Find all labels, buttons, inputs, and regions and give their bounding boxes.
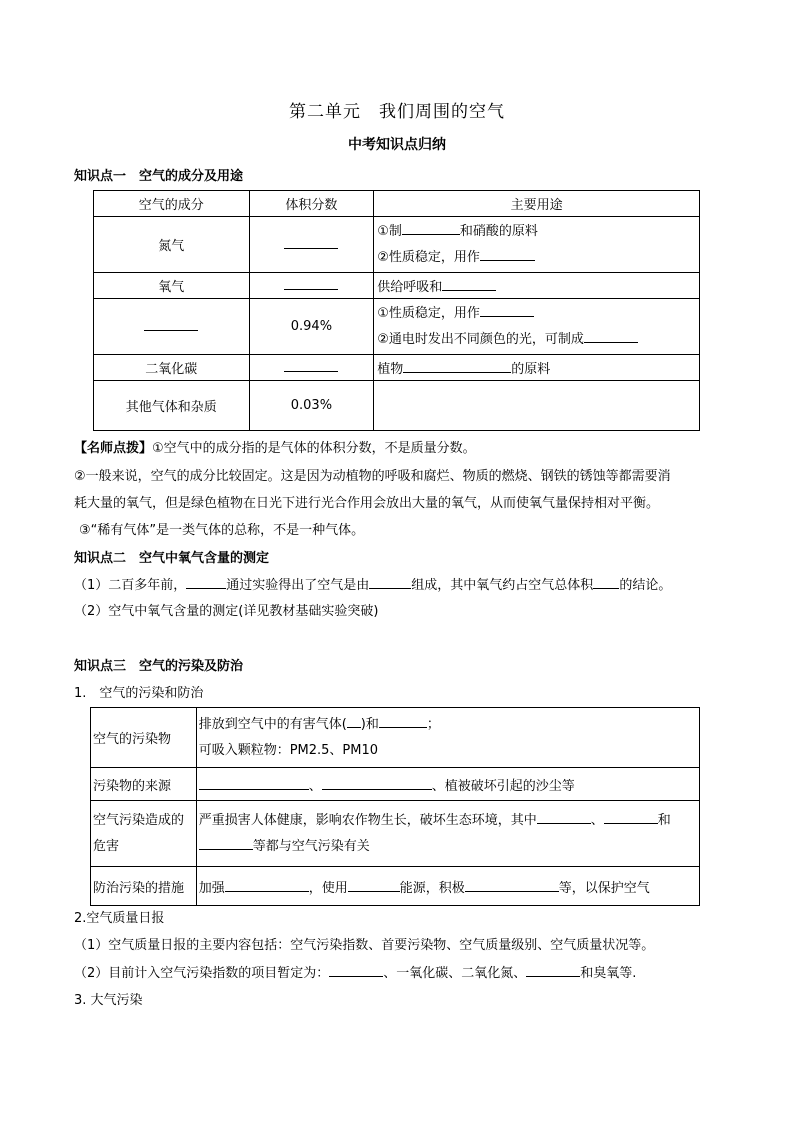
subsection-heading: 3. 大气污染: [74, 993, 143, 1008]
composition-table: [93, 190, 700, 431]
uses-cell: [374, 381, 700, 431]
uses-cell: 供给呼吸和: [374, 273, 700, 299]
table-row: [91, 801, 700, 867]
table-row: [94, 355, 700, 381]
table-row: [94, 299, 700, 355]
table-header-row: [94, 191, 700, 217]
pollution-table: [90, 707, 700, 906]
teacher-tip: 【名师点拨】①空气中的成分指的是气体的体积分数，不是质量分数。: [74, 441, 476, 456]
table-row: [94, 217, 700, 273]
header-cell: 体积分数: [249, 191, 374, 217]
fraction-cell: 0.94%: [249, 299, 374, 355]
section-heading-1: 知识点一 空气的成分及用途: [74, 169, 244, 184]
page-subtitle: 中考知识点归纳: [348, 137, 446, 153]
row-content: 加强 ，使用 能源，积极 等，以保护空气: [196, 867, 699, 906]
component-name: 其他气体和杂质: [94, 381, 250, 431]
tip-line: ③“稀有气体”是一类气体的总称，不是一种气体。: [79, 523, 365, 538]
paragraph-line: （2）空气中氧气含量的测定(详见教材基础实验突破): [74, 604, 379, 619]
row-content: 严重损害人体健康，影响农作物生长，破坏生态环境，其中 、 和 等都与空气污染有关: [196, 801, 699, 867]
row-label: 污染物的来源: [91, 768, 197, 801]
paragraph-line: （1）空气质量日报的主要内容包括：空气污染指数、首要污染物、空气质量级别、空气质量状况等。: [74, 938, 655, 953]
fraction-cell: 0.03%: [249, 381, 374, 431]
header-cell: 空气的成分: [94, 191, 250, 217]
subsection-heading: 2.空气质量日报: [74, 911, 165, 926]
table-row: [91, 768, 700, 801]
fraction-cell: [249, 217, 374, 273]
table-row: [94, 381, 700, 431]
row-content: 、 、植被破坏引起的沙尘等: [196, 768, 699, 801]
uses-cell: ①性质稳定，用作 ②通电时发出不同颜色的光，可制成: [374, 299, 700, 355]
row-label: 空气的污染物: [91, 708, 197, 768]
section-heading-3: 知识点三 空气的污染及防治: [74, 659, 244, 674]
uses-cell: ①制 和硝酸的原料 ②性质稳定，用作: [374, 217, 700, 273]
row-content: 排放到空气中的有害气体( )和 ； 可吸入颗粒物：PM2.5、PM10: [196, 708, 699, 768]
tip-line: ②一般来说，空气的成分比较固定。这是因为动植物的呼吸和腐烂、物质的燃烧、钢铁的锈蚀等都需要消: [74, 469, 671, 484]
fraction-cell: [249, 273, 374, 299]
fraction-cell: [249, 355, 374, 381]
section-heading-2: 知识点二 空气中氧气含量的测定: [74, 551, 270, 566]
table-row: [94, 273, 700, 299]
row-label: 空气污染造成的 危害: [91, 801, 197, 867]
page-title: 第二单元 我们周围的空气: [289, 102, 505, 122]
paragraph-line: （1）二百多年前， 通过实验得出了空气是由 组成，其中氧气约占空气总体积 的结论。: [74, 578, 672, 593]
subsection-heading: 1. 空气的污染和防治: [74, 686, 204, 701]
uses-cell: 植物 的原料: [374, 355, 700, 381]
table-row: [91, 708, 700, 768]
component-name: 二氧化碳: [94, 355, 250, 381]
paragraph-line: （2）目前计入空气污染指数的项目暂定为： 、一氧化碳、二氧化氮、 和臭氧等.: [74, 966, 637, 981]
tip-line: 耗大量的氧气，但是绿色植物在日光下进行光合作用会放出大量的氧气，从而使氧气量保持相对平衡。: [74, 496, 660, 511]
component-name: 氮气: [94, 217, 250, 273]
header-cell: 主要用途: [374, 191, 700, 217]
component-name: [94, 299, 250, 355]
row-label: 防治污染的措施: [91, 867, 197, 906]
component-name: 氧气: [94, 273, 250, 299]
table-row: [91, 867, 700, 906]
